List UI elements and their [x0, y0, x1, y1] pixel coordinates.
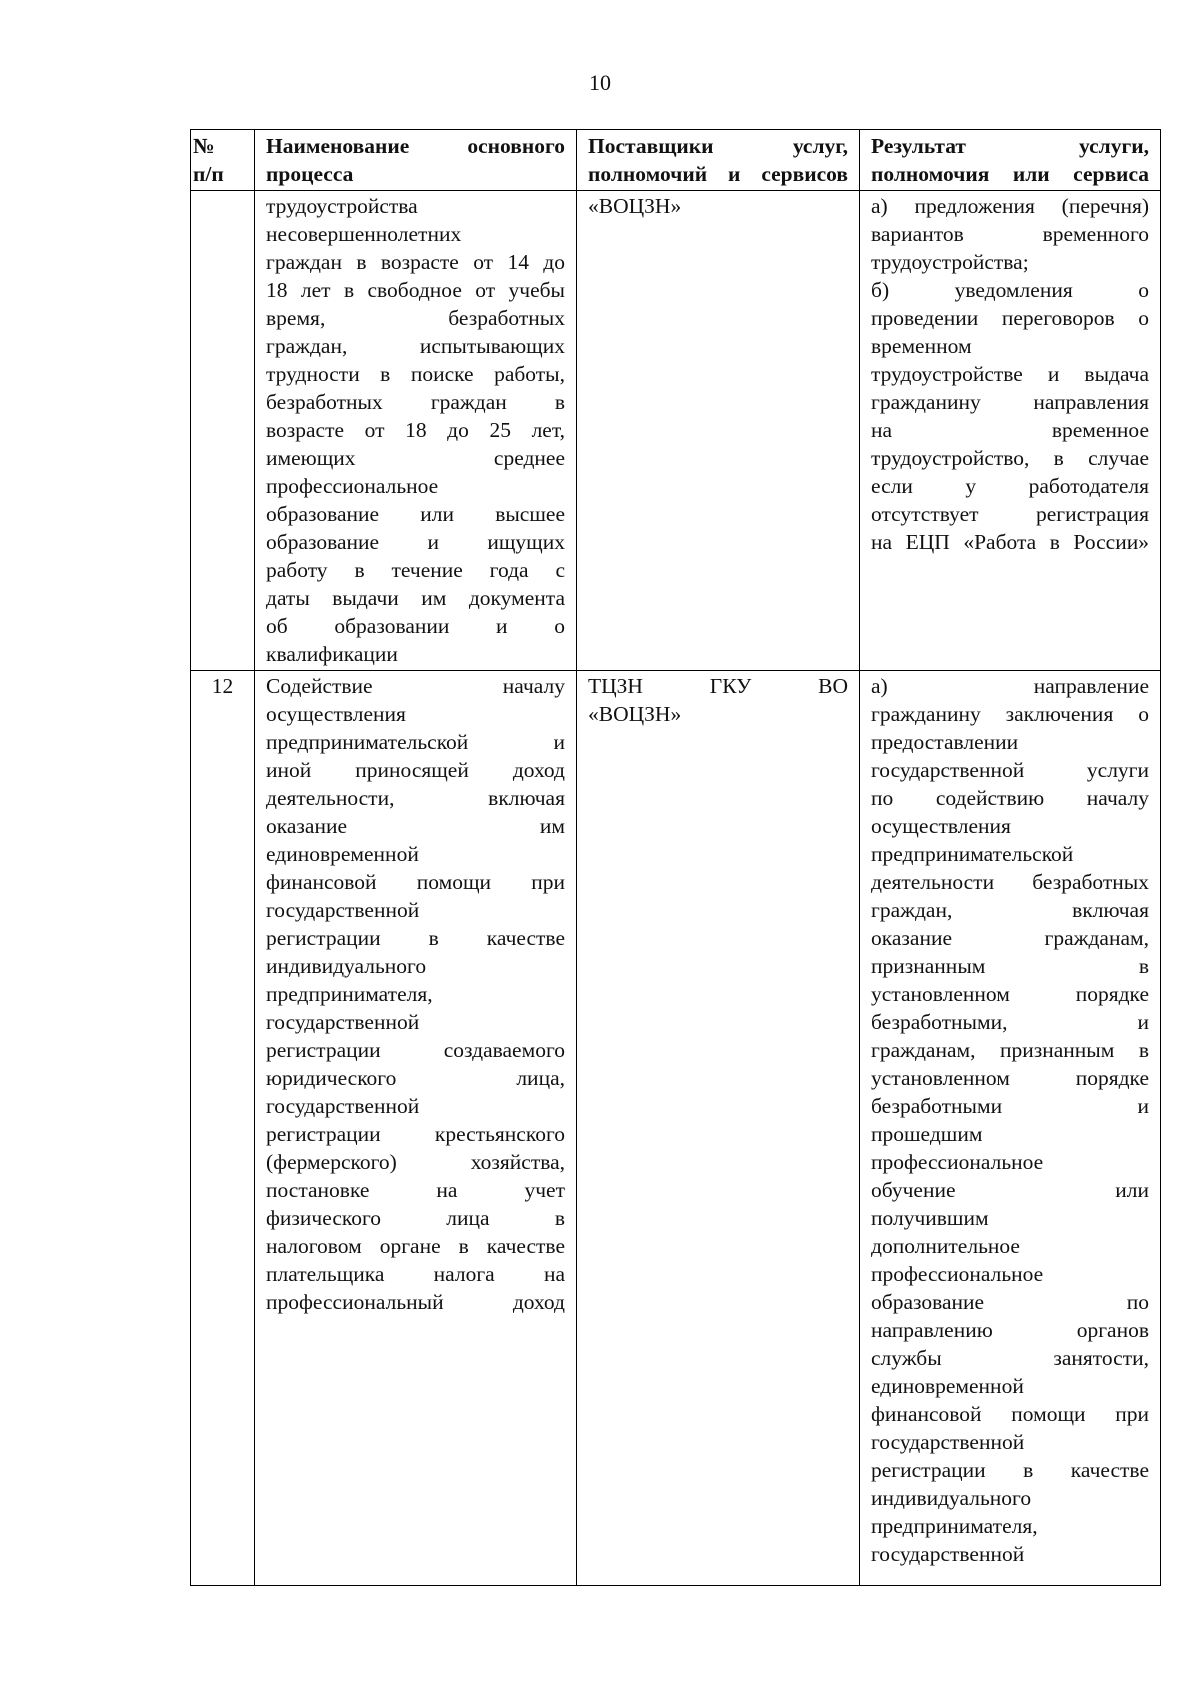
text-line: государственной	[266, 1010, 420, 1034]
text-line: возрасте от 18 до 25 лет,	[266, 418, 565, 442]
text-line: трудности в поиске работы,	[266, 362, 565, 386]
text-line: полномочий и сервисов	[588, 162, 848, 186]
text-line: финансовой помощи при	[871, 1402, 1149, 1426]
text-line: ТЦЗН ГКУ ВО	[588, 674, 848, 698]
text-line: дополнительное	[871, 1234, 1020, 1258]
text-line: регистрации создаваемого	[266, 1038, 565, 1062]
text-line: если у работодателя	[871, 474, 1149, 498]
text-line: профессиональный доход	[266, 1290, 565, 1314]
text-line: квалификации	[266, 642, 398, 666]
text-line: регистрации крестьянского	[266, 1122, 565, 1146]
text-line: работу в течение года с	[266, 558, 565, 582]
text-line: единовременной	[266, 842, 419, 866]
text-line: предпринимателя,	[871, 1514, 1038, 1538]
text-line: безработными, и	[871, 1010, 1149, 1034]
process-cell	[255, 671, 577, 1586]
text-line: Наименование основного	[266, 134, 565, 158]
text-line: государственной	[871, 1542, 1025, 1566]
text-line: безработных граждан в	[266, 390, 565, 414]
text-line: признанным в	[871, 954, 1149, 978]
text-line: трудоустройстве и выдача	[871, 362, 1149, 386]
text-line: оказание им	[266, 814, 565, 838]
text-line: гражданину заключения о	[871, 702, 1149, 726]
text-line: трудоустройство, в случае	[871, 446, 1149, 470]
text-line: физического лица в	[266, 1206, 565, 1230]
text-line: регистрации в качестве	[871, 1458, 1149, 1482]
text-line: иной приносящей доход	[266, 758, 565, 782]
text-line: предпринимателя,	[266, 982, 433, 1006]
text-line: оказание гражданам,	[871, 926, 1149, 950]
text-line: деятельности безработных	[871, 870, 1149, 894]
text-line: государственной	[266, 1094, 420, 1118]
provider-cell	[577, 671, 860, 1586]
text-line: трудоустройства;	[871, 250, 1029, 274]
text-line: государственной	[871, 1430, 1025, 1454]
text-line: Содействие началу	[266, 674, 565, 698]
text-line: направлению органов	[871, 1318, 1149, 1342]
text-line: образование или высшее	[266, 502, 565, 526]
text-line: регистрации в качестве	[266, 926, 565, 950]
text-line: на временное	[871, 418, 1149, 442]
row-number-cell: 12	[191, 671, 255, 1586]
text-line: Результат услуги,	[871, 134, 1149, 158]
text-line: финансовой помощи при	[266, 870, 565, 894]
text-line: предпринимательской	[871, 842, 1074, 866]
text-line: трудоустройства	[266, 194, 418, 218]
text-line: а) предложения (перечня)	[871, 194, 1149, 218]
text-line: п/п	[193, 162, 224, 186]
header-result	[860, 130, 1161, 191]
text-line: образование и ищущих	[266, 530, 565, 554]
text-line: граждан, испытывающих	[266, 334, 565, 358]
text-line: граждан в возрасте от 14 до	[266, 250, 565, 274]
text-line: службы занятости,	[871, 1346, 1149, 1370]
table-row	[191, 191, 1161, 671]
text-line: предоставлении	[871, 730, 1019, 754]
text-line: проведении переговоров о	[871, 306, 1149, 330]
text-line: получившим	[871, 1206, 989, 1230]
text-line: Поставщики услуг,	[588, 134, 848, 158]
text-line: налоговом органе в качестве	[266, 1234, 565, 1258]
text-line: несовершеннолетних	[266, 222, 462, 246]
text-line: «ВОЦЗН»	[588, 194, 682, 218]
table-header-row	[191, 130, 1161, 191]
header-providers	[577, 130, 860, 191]
text-line: установленном порядке	[871, 1066, 1149, 1090]
header-process-name	[255, 130, 577, 191]
provider-cell	[577, 191, 860, 671]
text-line: профессиональное	[266, 474, 439, 498]
text-line: обучение или	[871, 1178, 1149, 1202]
text-line: осуществления	[266, 702, 406, 726]
process-table	[190, 129, 1161, 1586]
text-line: имеющих среднее	[266, 446, 565, 470]
text-line: об образовании и о	[266, 614, 565, 638]
text-line: граждан, включая	[871, 898, 1149, 922]
text-line: «ВОЦЗН»	[588, 702, 682, 726]
text-line: государственной услуги	[871, 758, 1149, 782]
text-line: гражданам, признанным в	[871, 1038, 1149, 1062]
text-line: постановке на учет	[266, 1178, 565, 1202]
text-line: деятельности, включая	[266, 786, 565, 810]
text-line: временном	[871, 334, 972, 358]
text-line: даты выдачи им документа	[266, 586, 565, 610]
text-line: профессиональное	[871, 1150, 1044, 1174]
text-line: плательщика налога на	[266, 1262, 565, 1286]
process-cell	[255, 191, 577, 671]
text-line: индивидуального	[871, 1486, 1032, 1510]
header-number	[191, 130, 255, 191]
text-line: индивидуального	[266, 954, 427, 978]
text-line: прошедшим	[871, 1122, 983, 1146]
result-cell	[860, 191, 1161, 671]
text-line: по содействию началу	[871, 786, 1149, 810]
text-line: юридического лица,	[266, 1066, 565, 1090]
text-line: отсутствует регистрация	[871, 502, 1149, 526]
result-cell	[860, 671, 1161, 1586]
text-line: полномочия или сервиса	[871, 162, 1149, 186]
text-line: вариантов временного	[871, 222, 1149, 246]
text-line: №	[193, 134, 215, 158]
text-line: единовременной	[871, 1374, 1024, 1398]
text-line: время, безработных	[266, 306, 565, 330]
text-line: (фермерского) хозяйства,	[266, 1150, 565, 1174]
text-line: б) уведомления о	[871, 278, 1149, 302]
text-line: образование по	[871, 1290, 1149, 1314]
text-line: установленном порядке	[871, 982, 1149, 1006]
text-line: гражданину направления	[871, 390, 1149, 414]
table-row	[191, 671, 1161, 1586]
text-line: государственной	[266, 898, 420, 922]
text-line: на ЕЦП «Работа в России»	[871, 530, 1149, 554]
text-line: 18 лет в свободное от учебы	[266, 278, 565, 302]
text-line: процесса	[266, 162, 354, 186]
text-line: предпринимательской и	[266, 730, 565, 754]
text-line: профессиональное	[871, 1262, 1044, 1286]
text-line: безработными и	[871, 1094, 1149, 1118]
row-number-cell	[191, 191, 255, 671]
text-line: осуществления	[871, 814, 1011, 838]
page-number: 10	[589, 70, 611, 95]
text-line: а) направление	[871, 674, 1149, 698]
